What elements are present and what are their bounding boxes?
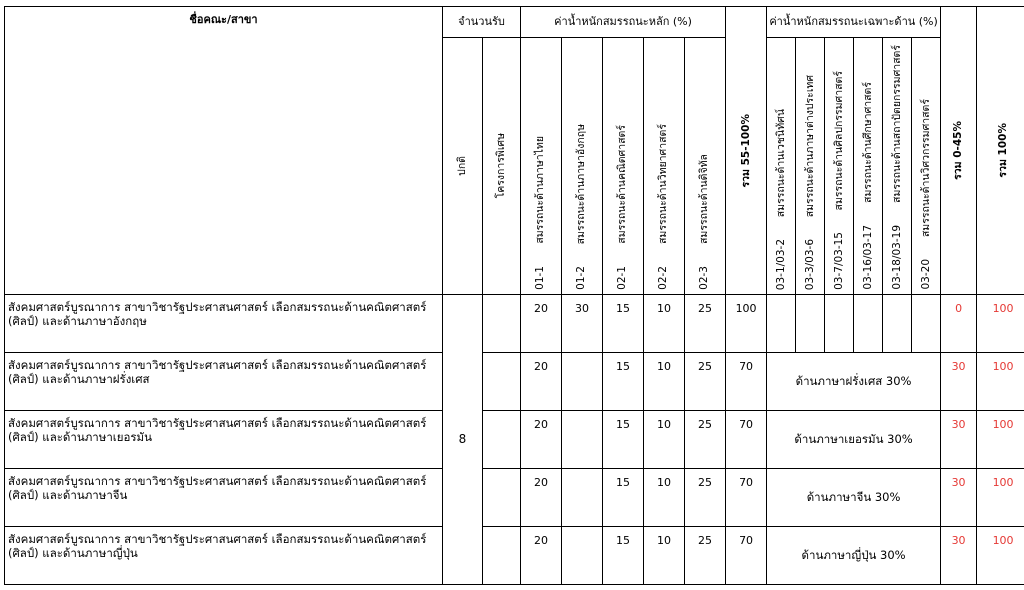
faculty-name-cell: สังคมศาสตร์บูรณาการ สาขาวิชารัฐประศาสนศาสตร์ เลือกสมรรถนะด้านคณิตศาสตร์ (ศิลป์) และด้านภาษาอังกฤษ <box>5 295 443 353</box>
column-label: สมรรถนะด้านศิลปกรรมศาสตร์ <box>832 70 845 211</box>
specific-weight-cell <box>767 295 796 353</box>
core-weight-cell: 15 <box>603 469 644 527</box>
specific-total-cell: 30 <box>941 527 977 585</box>
column-code: 03-20 <box>919 259 932 290</box>
table-row <box>5 353 1024 411</box>
specific-note-cell: ด้านภาษาฝรั่งเศส 30% <box>767 353 941 411</box>
specific-col-3 <box>825 38 854 295</box>
core-weight-cell: 20 <box>521 295 562 353</box>
core-weight-cell: 25 <box>685 295 726 353</box>
grand-total-header: รวม 100% <box>977 7 1024 295</box>
column-label: สมรรถนะด้านภาษาอังกฤษ <box>575 123 588 245</box>
table-row <box>5 411 1024 469</box>
column-label: สมรรถนะด้านดิจิทัล <box>698 154 711 245</box>
core-weight-cell <box>562 527 603 585</box>
quota-special-header: โครงการพิเศษ <box>483 38 521 295</box>
core-total-header: รวม 55-100% <box>726 7 767 295</box>
core-weight-cell: 25 <box>685 353 726 411</box>
table-body <box>5 295 1024 585</box>
core-weight-cell: 20 <box>521 527 562 585</box>
specific-weight-cell <box>883 295 912 353</box>
grand-total-cell: 100 <box>977 353 1024 411</box>
column-label: สมรรถนะด้านสถาปัตยกรรมศาสตร์ <box>890 45 903 204</box>
specific-weight-cell <box>854 295 883 353</box>
quota-special-cell <box>483 411 521 469</box>
core-total-cell: 70 <box>726 469 767 527</box>
core-weight-cell: 15 <box>603 353 644 411</box>
grand-total-cell: 100 <box>977 469 1024 527</box>
core-weight-cell: 20 <box>521 469 562 527</box>
quota-special-cell <box>483 469 521 527</box>
column-code: 01-1 <box>534 266 547 290</box>
core-col-digital <box>685 38 726 295</box>
column-code: 01-2 <box>575 266 588 290</box>
column-code: 03-18/03-19 <box>890 225 903 290</box>
core-weight-cell: 15 <box>603 411 644 469</box>
core-col-math <box>603 38 644 295</box>
core-col-science <box>644 38 685 295</box>
quota-special-cell <box>483 295 521 353</box>
core-weight-cell: 20 <box>521 411 562 469</box>
core-weight-cell: 25 <box>685 527 726 585</box>
core-weight-cell: 15 <box>603 527 644 585</box>
specific-col-4 <box>854 38 883 295</box>
specific-total-cell: 30 <box>941 353 977 411</box>
core-total-cell: 70 <box>726 411 767 469</box>
table-row <box>5 469 1024 527</box>
faculty-name-cell: สังคมศาสตร์บูรณาการ สาขาวิชารัฐประศาสนศาสตร์ เลือกสมรรถนะด้านคณิตศาสตร์ (ศิลป์) และด้านภาษาจีน <box>5 469 443 527</box>
core-total-cell: 100 <box>726 295 767 353</box>
column-code: 02-3 <box>698 266 711 290</box>
core-weight-cell: 30 <box>562 295 603 353</box>
column-label: สมรรถนะด้านภาษาต่างประเทศ <box>803 74 816 217</box>
quota-header: จำนวนรับ <box>443 7 521 38</box>
specific-note-cell: ด้านภาษาเยอรมัน 30% <box>767 411 941 469</box>
specific-weight-header: ค่าน้ำหนักสมรรถนะเฉพาะด้าน (%) <box>767 7 941 38</box>
specific-weight-cell <box>825 295 854 353</box>
core-weight-cell <box>562 469 603 527</box>
specific-weight-cell <box>912 295 941 353</box>
core-weight-header: ค่าน้ำหนักสมรรถนะหลัก (%) <box>521 7 726 38</box>
faculty-name-cell: สังคมศาสตร์บูรณาการ สาขาวิชารัฐประศาสนศาสตร์ เลือกสมรรถนะด้านคณิตศาสตร์ (ศิลป์) และด้านภาษาเยอรมัน <box>5 411 443 469</box>
core-weight-cell: 25 <box>685 411 726 469</box>
core-col-english <box>562 38 603 295</box>
faculty-name-cell: สังคมศาสตร์บูรณาการ สาขาวิชารัฐประศาสนศาสตร์ เลือกสมรรถนะด้านคณิตศาสตร์ (ศิลป์) และด้านภาษาญี่ปุ่น <box>5 527 443 585</box>
specific-total-header: รวม 0-45% <box>941 7 977 295</box>
faculty-header: ชื่อคณะ/สาขา <box>5 7 443 295</box>
column-code: 03-1/03-2 <box>774 238 787 290</box>
column-code: 03-3/03-6 <box>803 238 816 290</box>
core-weight-cell <box>562 353 603 411</box>
quota-special-cell <box>483 353 521 411</box>
core-weight-cell: 25 <box>685 469 726 527</box>
specific-col-2 <box>796 38 825 295</box>
specific-col-6 <box>912 38 941 295</box>
grand-total-cell: 100 <box>977 411 1024 469</box>
column-code: 03-7/03-15 <box>832 232 845 290</box>
column-code: 02-2 <box>657 266 670 290</box>
table-row <box>5 295 1024 353</box>
specific-total-cell: 30 <box>941 469 977 527</box>
specific-note-cell: ด้านภาษาญี่ปุ่น 30% <box>767 527 941 585</box>
core-total-cell: 70 <box>726 527 767 585</box>
column-label: สมรรถนะด้านคณิตศาสตร์ <box>616 125 629 245</box>
grand-total-cell: 100 <box>977 527 1024 585</box>
quota-normal-header: ปกติ <box>443 38 483 295</box>
specific-total-cell: 30 <box>941 411 977 469</box>
core-weight-cell: 20 <box>521 353 562 411</box>
core-weight-cell: 15 <box>603 295 644 353</box>
core-weight-cell: 10 <box>644 527 685 585</box>
specific-total-cell: 0 <box>941 295 977 353</box>
core-weight-cell: 10 <box>644 353 685 411</box>
specific-col-1 <box>767 38 796 295</box>
column-code: 02-1 <box>616 266 629 290</box>
column-label: สมรรถนะด้านวิศวกรรมศาสตร์ <box>919 99 932 238</box>
column-label: สมรรถนะด้านเวชนิทัศน์ <box>774 108 787 217</box>
core-total-cell: 70 <box>726 353 767 411</box>
specific-note-cell: ด้านภาษาจีน 30% <box>767 469 941 527</box>
faculty-name-cell: สังคมศาสตร์บูรณาการ สาขาวิชารัฐประศาสนศาสตร์ เลือกสมรรถนะด้านคณิตศาสตร์ (ศิลป์) และด้านภาษาฝรั่งเศส <box>5 353 443 411</box>
column-code: 03-16/03-17 <box>861 225 874 290</box>
core-weight-cell: 10 <box>644 469 685 527</box>
score-weight-table <box>4 6 1024 585</box>
specific-col-5 <box>883 38 912 295</box>
column-label: สมรรถนะด้านวิทยาศาสตร์ <box>657 124 670 245</box>
core-weight-cell: 10 <box>644 411 685 469</box>
quota-normal-cell: 8 <box>443 295 483 585</box>
core-weight-cell <box>562 411 603 469</box>
core-col-thai <box>521 38 562 295</box>
column-label: สมรรถนะด้านศึกษาศาสตร์ <box>861 82 874 204</box>
quota-special-cell <box>483 527 521 585</box>
column-label: สมรรถนะด้านภาษาไทย <box>534 136 547 245</box>
grand-total-cell: 100 <box>977 295 1024 353</box>
table-row <box>5 527 1024 585</box>
specific-weight-cell <box>796 295 825 353</box>
core-weight-cell: 10 <box>644 295 685 353</box>
